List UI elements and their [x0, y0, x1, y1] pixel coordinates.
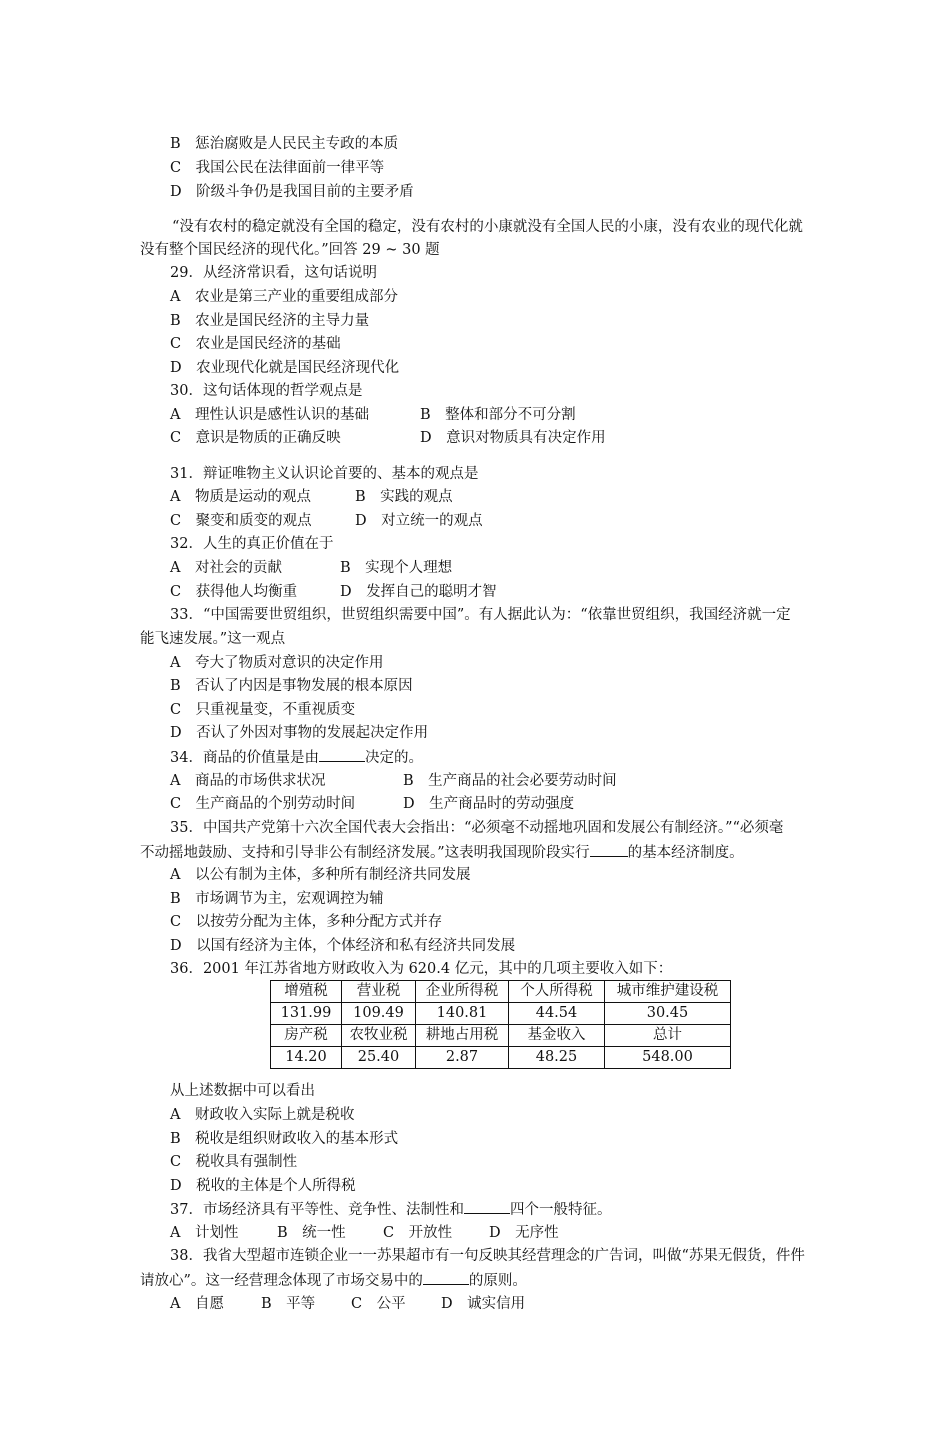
passage-line-2: 没有整个国民经济的现代化。”回答 29 ~ 30 题	[140, 242, 440, 258]
q31-stem: 31．辩证唯物主义认识论首要的、基本的观点是	[170, 466, 479, 482]
q37-option-d: D 无序性	[489, 1225, 559, 1241]
q35-option-a: A 以公有制为主体，多种所有制经济共同发展	[170, 867, 471, 883]
q30-option-c: C 意识是物质的正确反映	[170, 430, 341, 446]
q35-stem-pre: 不动摇地鼓励、支持和引导非公有制经济发展。”这表明我国现阶段实行	[140, 845, 590, 861]
q36-stem: 36．2001 年江苏省地方财政收入为 620.4 亿元，其中的几项主要收入如下：	[170, 961, 673, 977]
table-cell: 基金收入	[509, 1025, 605, 1047]
table-cell: 131.99	[271, 1003, 342, 1025]
q28-option-c: C 我国公民在法律面前一律平等	[170, 160, 385, 176]
q38-option-b: B 平等	[261, 1296, 316, 1312]
q32-option-b: B 实现个人理想	[340, 560, 453, 576]
q35-option-c: C 以按劳分配为主体，多种分配方式并存	[170, 914, 443, 930]
q34-stem-post: 决定的。	[364, 750, 423, 766]
q36-option-b: B 税收是组织财政收入的基本形式	[170, 1131, 399, 1147]
q36-lead: 从上述数据中可以看出	[170, 1083, 315, 1099]
table-cell: 48.25	[509, 1047, 605, 1069]
tax-revenue-table	[270, 980, 731, 1069]
q28-option-d: D 阶级斗争仍是我国目前的主要矛盾	[170, 184, 414, 200]
q34-option-b: B 生产商品的社会必要劳动时间	[403, 773, 617, 789]
q29-option-c: C 农业是国民经济的基础	[170, 336, 341, 352]
q36-option-c: C 税收具有强制性	[170, 1154, 298, 1170]
q37-stem-post: 四个一般特征。	[509, 1202, 612, 1218]
q38-blank	[423, 1270, 469, 1285]
q34-blank	[319, 747, 365, 762]
q38-option-c: C 公平	[351, 1296, 406, 1312]
table-cell: 25.40	[342, 1047, 416, 1069]
table-row	[271, 1047, 731, 1069]
q30-stem: 30．这句话体现的哲学观点是	[170, 383, 363, 399]
q34-stem-pre: 34．商品的价值量是由	[170, 750, 319, 766]
table-cell: 房产税	[271, 1025, 342, 1047]
table-row	[271, 981, 731, 1003]
q37-option-c: C 开放性	[383, 1225, 453, 1241]
q37-blank	[464, 1199, 510, 1214]
q38-stem-line-1: 38．我省大型超市连锁企业一一苏果超市有一句反映其经营理念的广告词，叫做“苏果无假货，件件	[170, 1248, 805, 1264]
q29-option-d: D 农业现代化就是国民经济现代化	[170, 360, 400, 376]
table-cell: 30.45	[605, 1003, 731, 1025]
q38-stem-pre: 请放心”。这一经营理念体现了市场交易中的	[140, 1273, 423, 1289]
q33-option-d: D 否认了外因对事物的发展起决定作用	[170, 725, 429, 741]
q33-option-a: A 夸大了物质对意识的决定作用	[170, 655, 384, 671]
q34-option-c: C 生产商品的个别劳动时间	[170, 796, 356, 812]
q34-option-d: D 生产商品时的劳动强度	[403, 796, 575, 812]
q32-stem: 32．人生的真正价值在于	[170, 536, 334, 552]
q33-option-c: C 只重视量变，不重视质变	[170, 702, 356, 718]
q37-option-a: A 计划性	[170, 1225, 239, 1241]
q34-option-a: A 商品的市场供求状况	[170, 773, 326, 789]
q33-stem-line-1: 33．“中国需要世贸组织，世贸组织需要中国”。有人据此认为：“依靠世贸组织，我国经济就一定	[170, 607, 791, 623]
q32-option-c: C 获得他人均衡重	[170, 584, 298, 600]
q32-option-d: D 发挥自己的聪明才智	[340, 584, 497, 600]
table-cell: 140.81	[416, 1003, 509, 1025]
q33-option-b: B 否认了内因是事物发展的根本原因	[170, 678, 413, 694]
q30-option-b: B 整体和部分不可分割	[420, 407, 576, 423]
q36-option-d: D 税收的主体是个人所得税	[170, 1178, 356, 1194]
q35-stem-post: 的基本经济制度。	[627, 845, 744, 861]
table-row	[271, 1025, 731, 1047]
table-cell: 增殖税	[271, 981, 342, 1003]
q37-stem	[170, 1199, 611, 1220]
table-cell: 109.49	[342, 1003, 416, 1025]
table-cell: 14.20	[271, 1047, 342, 1069]
q37-option-b: B 统一性	[277, 1225, 346, 1241]
q30-option-d: D 意识对物质具有决定作用	[420, 430, 606, 446]
table-cell: 营业税	[342, 981, 416, 1003]
table-cell: 44.54	[509, 1003, 605, 1025]
q34-stem	[170, 747, 423, 768]
q35-option-d: D 以国有经济为主体，个体经济和私有经济共同发展	[170, 938, 516, 954]
q31-option-d: D 对立统一的观点	[355, 513, 483, 529]
table-cell: 耕地占用税	[416, 1025, 509, 1047]
table-cell: 企业所得税	[416, 981, 509, 1003]
q38-stem-post: 的原则。	[468, 1273, 527, 1289]
q35-stem-line-1: 35．中国共产党第十六次全国代表大会指出：“必须毫不动摇地巩固和发展公有制经济。”“必须毫	[170, 820, 784, 836]
q38-stem-line-2	[140, 1270, 527, 1291]
table-cell: 城市维护建设税	[605, 981, 731, 1003]
passage-line-1: “没有农村的稳定就没有全国的稳定，没有农村的小康就没有全国人民的小康，没有农业的现代化就	[172, 219, 803, 235]
q35-blank	[590, 842, 628, 857]
q33-stem-line-2: 能飞速发展。”这一观点	[140, 631, 286, 647]
q31-option-c: C 聚变和质变的观点	[170, 513, 312, 529]
q29-option-b: B 农业是国民经济的主导力量	[170, 313, 370, 329]
q38-option-d: D 诚实信用	[441, 1296, 526, 1312]
table-row	[271, 1003, 731, 1025]
table-cell: 个人所得税	[509, 981, 605, 1003]
q32-option-a: A 对社会的贡献	[170, 560, 282, 576]
q35-stem-line-2	[140, 842, 744, 863]
q29-option-a: A 农业是第三产业的重要组成部分	[170, 289, 398, 305]
q36-option-a: A 财政收入实际上就是税收	[170, 1107, 355, 1123]
q30-option-a: A 理性认识是感性认识的基础	[170, 407, 369, 423]
q38-option-a: A 自愿	[170, 1296, 224, 1312]
table-cell: 548.00	[605, 1047, 731, 1069]
table-cell: 2.87	[416, 1047, 509, 1069]
table-cell: 总计	[605, 1025, 731, 1047]
q31-option-b: B 实践的观点	[355, 489, 453, 505]
q35-option-b: B 市场调节为主，宏观调控为辅	[170, 891, 384, 907]
q29-stem: 29．从经济常识看，这句话说明	[170, 265, 377, 281]
table-cell: 农牧业税	[342, 1025, 416, 1047]
q28-option-b: B 惩治腐败是人民民主专政的本质	[170, 136, 399, 152]
q37-stem-pre: 37．市场经济具有平等性、竞争性、法制性和	[170, 1202, 464, 1218]
q31-option-a: A 物质是运动的观点	[170, 489, 311, 505]
